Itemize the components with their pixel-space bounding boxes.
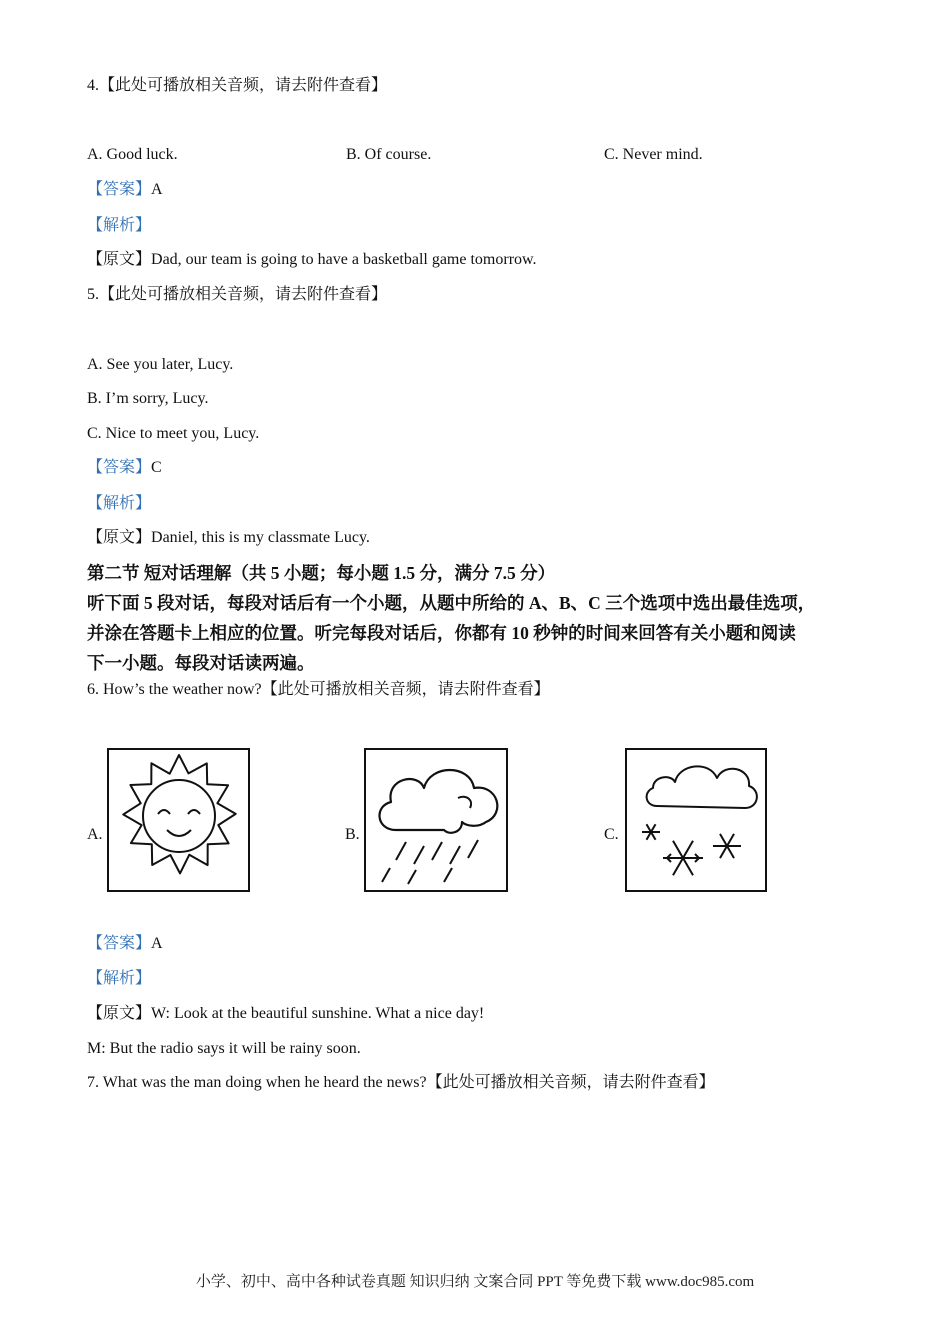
q4-source: [87, 250, 537, 270]
q6-option-c-image: [625, 748, 767, 892]
q6-option-a-letter: A.: [87, 826, 103, 843]
answer-label: 【答案】: [87, 181, 152, 198]
source-label: 【原文】: [87, 251, 152, 268]
section2-instruction-line: 并涂在答题卡上相应的位置。听完每段对话后，你都有 10 秒钟的时间来回答有关小题和阅读: [87, 623, 796, 643]
q4-answer: [87, 180, 163, 200]
source-text: Dad, our team is going to have a basketball game tomorrow.: [151, 251, 537, 268]
q6-option-b-letter: B.: [345, 826, 360, 843]
sun-icon: [109, 750, 248, 890]
q7-stem: 7. What was the man doing when he heard the news?【此处可播放相关音频，请去附件查看】: [87, 1074, 715, 1091]
q5-option-c: C. Nice to meet you, Lucy.: [87, 425, 260, 442]
q5-answer: [87, 458, 162, 478]
q4-stem: 4.【此处可播放相关音频，请去附件查看】: [87, 77, 388, 94]
source-label: 【原文】: [87, 529, 152, 546]
q6-stem: 6. How’s the weather now?【此处可播放相关音频，请去附件查看】: [87, 681, 550, 698]
section2-title: 第二节 短对话理解（共 5 小题；每小题 1.5 分，满分 7.5 分）: [87, 563, 556, 583]
q4-option-a: A. Good luck.: [87, 146, 178, 163]
q5-option-b: B. I’m sorry, Lucy.: [87, 390, 209, 407]
q5-analysis-label: 【解析】: [87, 495, 152, 512]
section2-instruction-line: 听下面 5 段对话，每段对话后有一个小题，从题中所给的 A、B、C 三个选项中选出最佳选项，: [87, 593, 816, 613]
answer-value: C: [151, 459, 162, 476]
q6-analysis-label: 【解析】: [87, 970, 152, 987]
source-text: W: Look at the beautiful sunshine. What a nice day!: [151, 1005, 485, 1022]
q4-analysis-label: 【解析】: [87, 217, 152, 234]
source-label: 【原文】: [87, 1005, 152, 1022]
answer-value: A: [151, 181, 163, 198]
answer-value: A: [151, 935, 163, 952]
snow-cloud-icon: [627, 750, 765, 890]
q6-option-a-image: [107, 748, 250, 892]
q5-stem: 5.【此处可播放相关音频，请去附件查看】: [87, 286, 388, 303]
q6-answer: [87, 934, 163, 954]
q5-option-a: A. See you later, Lucy.: [87, 356, 234, 373]
q4-option-b: B. Of course.: [346, 146, 432, 163]
q6-option-c-letter: C.: [604, 826, 619, 843]
answer-label: 【答案】: [87, 459, 152, 476]
section2-instruction-line: 下一小题。每段对话读两遍。: [87, 653, 315, 673]
rain-cloud-icon: [366, 750, 506, 890]
q6-source: [87, 1004, 484, 1024]
answer-label: 【答案】: [87, 935, 152, 952]
q6-option-b-image: [364, 748, 508, 892]
q6-source-line-2: M: But the radio says it will be rainy soon.: [87, 1040, 361, 1057]
source-text: Daniel, this is my classmate Lucy.: [151, 529, 370, 546]
q4-option-c: C. Never mind.: [604, 146, 703, 163]
page-footer: 小学、初中、高中各种试卷真题 知识归纳 文案合同 PPT 等免费下载 www.doc985.com: [195, 1274, 755, 1290]
q5-source: [87, 528, 370, 548]
